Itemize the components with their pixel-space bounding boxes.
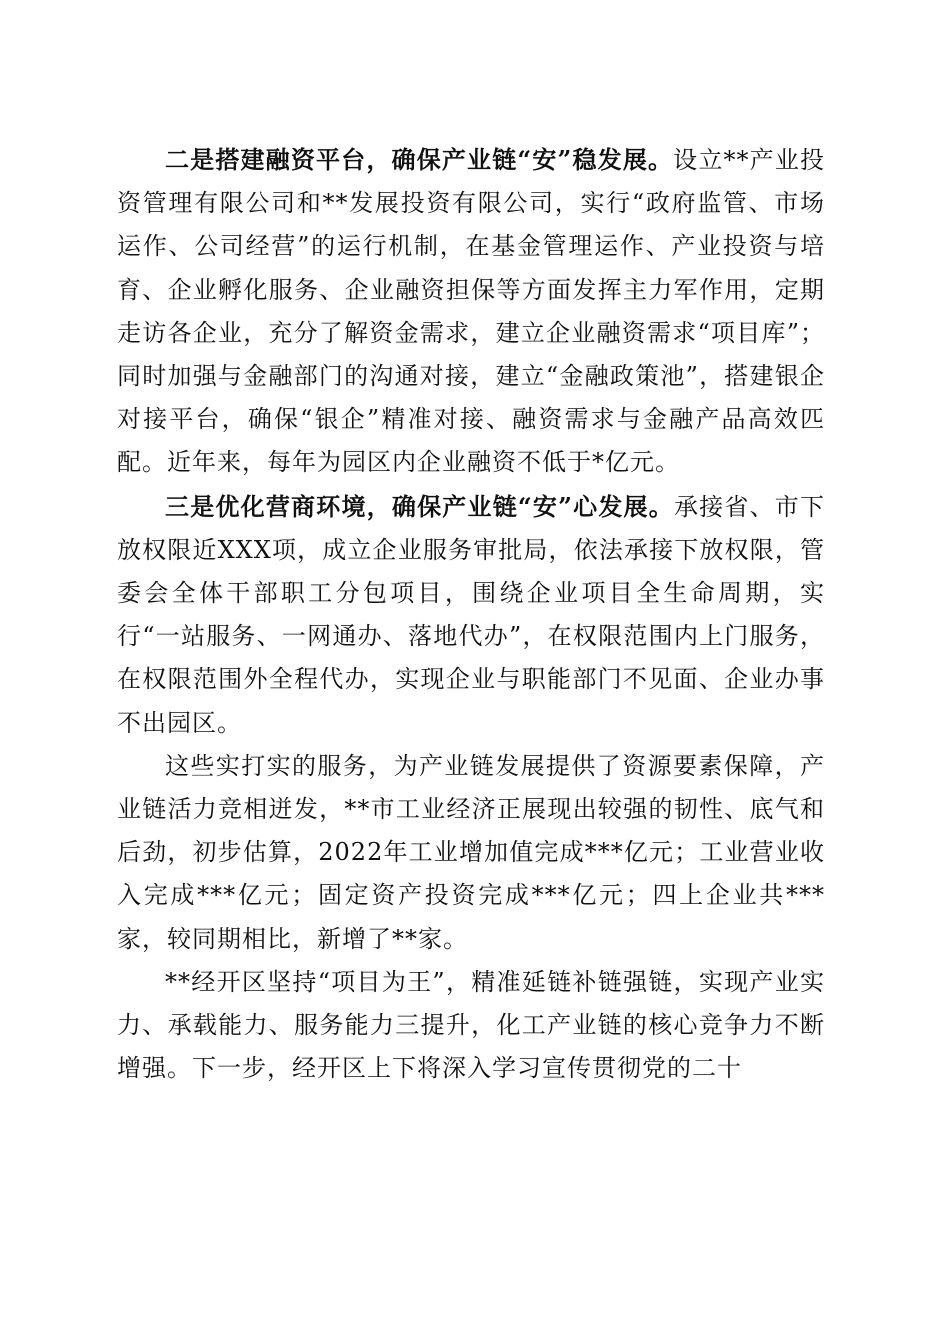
document-body	[117, 138, 825, 1090]
paragraph-next-steps	[117, 961, 825, 1091]
paragraph-text: **经开区坚持“项目为王”，精准延链补链强链，实现产业实力、承载能力、服务能力三提升，化工产业链的核心竞争力不断增强。下一步，经开区上下将深入学习宣传贯彻党的二十	[117, 967, 825, 1083]
paragraph-business-environment	[117, 485, 825, 745]
paragraph-text: 这些实打实的服务，为产业链发展提供了资源要素保障，产业链活力竞相迸发，**市工业经济正展现出较强的韧性、底气和后劲，初步估算，2022年工业增加值完成***亿元；工业营业收入完成***亿元；固定资产投资完成***亿元；四上企业共***家，较同期相比，新增了**家。	[117, 751, 825, 953]
paragraph-results	[117, 745, 825, 961]
paragraph-text: 设立**产业投资管理有限公司和**发展投资有限公司，实行“政府监管、市场运作、公司经营”的运行机制，在基金管理运作、产业投资与培育、企业孵化服务、企业融资担保等方面发挥主力军作用，定期走访各企业，充分了解资金需求，建立企业融资需求“项目库”；同时加强与金融部门的沟通对接，建立“金融政策池”，搭建银企对接平台，确保“银企”精准对接、融资需求与金融产品高效匹配。近年来，每年为园区内企业融资不低于*亿元。	[117, 146, 826, 477]
paragraph-text: 承接省、市下放权限近XXX项，成立企业服务审批局，依法承接下放权限，管委会全体干部职工分包项目，围绕企业项目全生命周期，实行“一站服务、一网通办、落地代办”，在权限范围内上门服务，在权限范围外全程代办，实现企业与职能部门不见面、企业办事不出园区。	[117, 492, 826, 737]
paragraph-lead: 三是优化营商环境，确保产业链“安”心发展。	[165, 491, 674, 521]
paragraph-lead: 二是搭建融资平台，确保产业链“安”稳发展。	[165, 145, 674, 174]
paragraph-financing-platform	[117, 138, 825, 485]
